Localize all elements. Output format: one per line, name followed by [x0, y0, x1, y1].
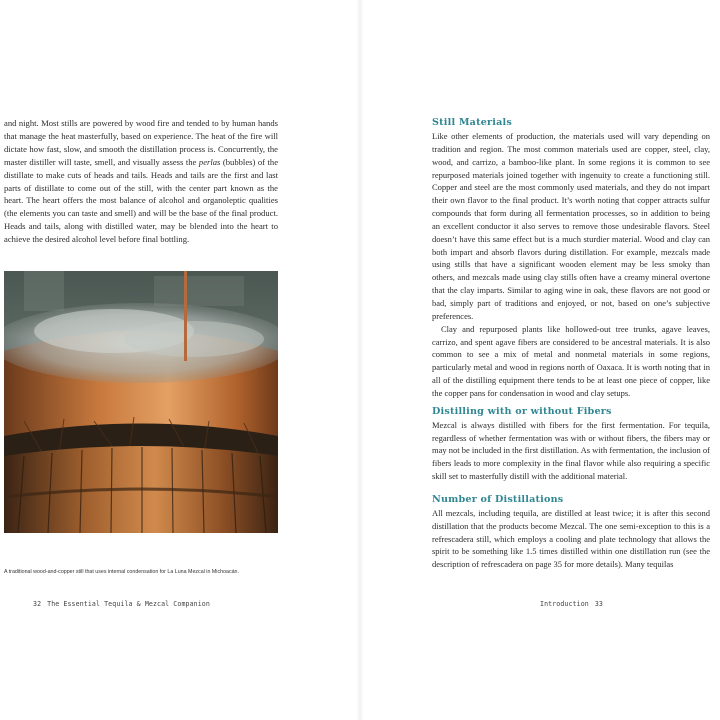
still-photo-icon	[4, 271, 278, 533]
right-page-number: 33	[594, 600, 603, 608]
left-paragraph-text-start: and night. Most stills are powered by wood fire and tended to by human hands that manage the heat masterfully, based on experience. The heat of the fire will dictate how fast, slow, and smooth the distillation process is. Concurrently, the master distiller will taste, smell, and visually assess the	[4, 118, 278, 167]
right-page	[360, 0, 720, 720]
still-photo	[4, 271, 278, 533]
right-folio	[540, 600, 603, 608]
section-heading-fibers: Distilling with or without Fibers	[432, 405, 612, 417]
left-paragraph-text-end: (bubbles) of the distillate to make cuts of heads and tails. Heads and tails are the first and last parts of distillate to come out of the still, with the center part known as the heart. The heart offers the most balance of alcohol and organoleptic qualities (the elements you can taste and smell) and will be the base of the final product. Heads and tails, along with distilled water, may be blended into the heart to achieve the desired alcohol level before final bottling.	[4, 156, 279, 245]
still-materials-paragraph-2: Clay and repurposed plants like hollowed-out tree trunks, agave leaves, carrizo, and spent agave fibers are considered to be ancestral materials. It is also common to see a mix of metal and nonmetal materials in some regions, particularly metal and wood in regions north of Oaxaca. It is worth noting that in all of the distilling equipment there tends to be at least one piece of copper, like the copper pans for condensation in wood and clay setups.	[432, 323, 710, 398]
section-heading-still-materials: Still Materials	[432, 117, 512, 128]
fibers-paragraph: Mezcal is always distilled with fibers for the first fermentation. For tequila, regardless of whether fermentation was with or without fibers, the fibers may or may not be included in the first distillation. As with fermentation, the inclusion of fibers leads to more complexity in the final flavor while also requiring a specific skill set to masterfully distill with the additional material.	[432, 419, 710, 482]
left-body-column	[4, 117, 278, 246]
right-running-title: Introduction	[540, 600, 589, 608]
section-heading-distillations: Number of Distillations	[432, 493, 564, 505]
left-running-title: The Essential Tequila & Mezcal Companion	[47, 600, 210, 608]
left-page-number: 32	[33, 600, 42, 608]
left-paragraph	[4, 117, 278, 246]
left-folio	[33, 600, 210, 608]
photo-caption: A traditional wood-and-copper still that uses internal condensation for La Luna Mezcal in Michoacán.	[4, 569, 239, 575]
right-body-column	[432, 117, 710, 571]
distillations-paragraph: All mezcals, including tequila, are distilled at least twice; it is after this second distillation that the products become Mezcal. The one semi-exception to this is a refrescadera still, which employs a cooling and plate technology that allows the spirit to be something like 1.5 times distilled within one distillation run (see the description of refrescadera on page 35 for more details). Many tequilas	[432, 507, 710, 570]
left-paragraph-italic: perlas	[198, 156, 221, 167]
still-materials-paragraph-1: Like other elements of production, the materials used will vary depending on tradition and region. The most common materials used are copper, steel, clay, wood, and carrizo, a bamboo-like plant. In some regions it is common to see repurposed materials joined together with ingenuity to create a functioning still. Copper and steel are the most commonly used materials, and they do not impart their own flavor to the final product. It’s worth noting that copper attracts sulfur compounds that form during all fermentation processes, so in addition to being an excellent conductor it also serves to remove those undesirable flavors. Steel doesn’t have this same effect but is a much sturdier material. Wood and clay can both impart and absorb flavors during distillation. For example, mezcals made using stills that have a significant wooden element may be less smoky than others, and mezcals made using clay stills often have a creamy mineral overtone that the clay imparts. Similar to aging wine in oak, these flavors are not good or bad, simply part of traditions and enjoyed, or not, based on one’s subjective preferences.	[432, 131, 710, 321]
